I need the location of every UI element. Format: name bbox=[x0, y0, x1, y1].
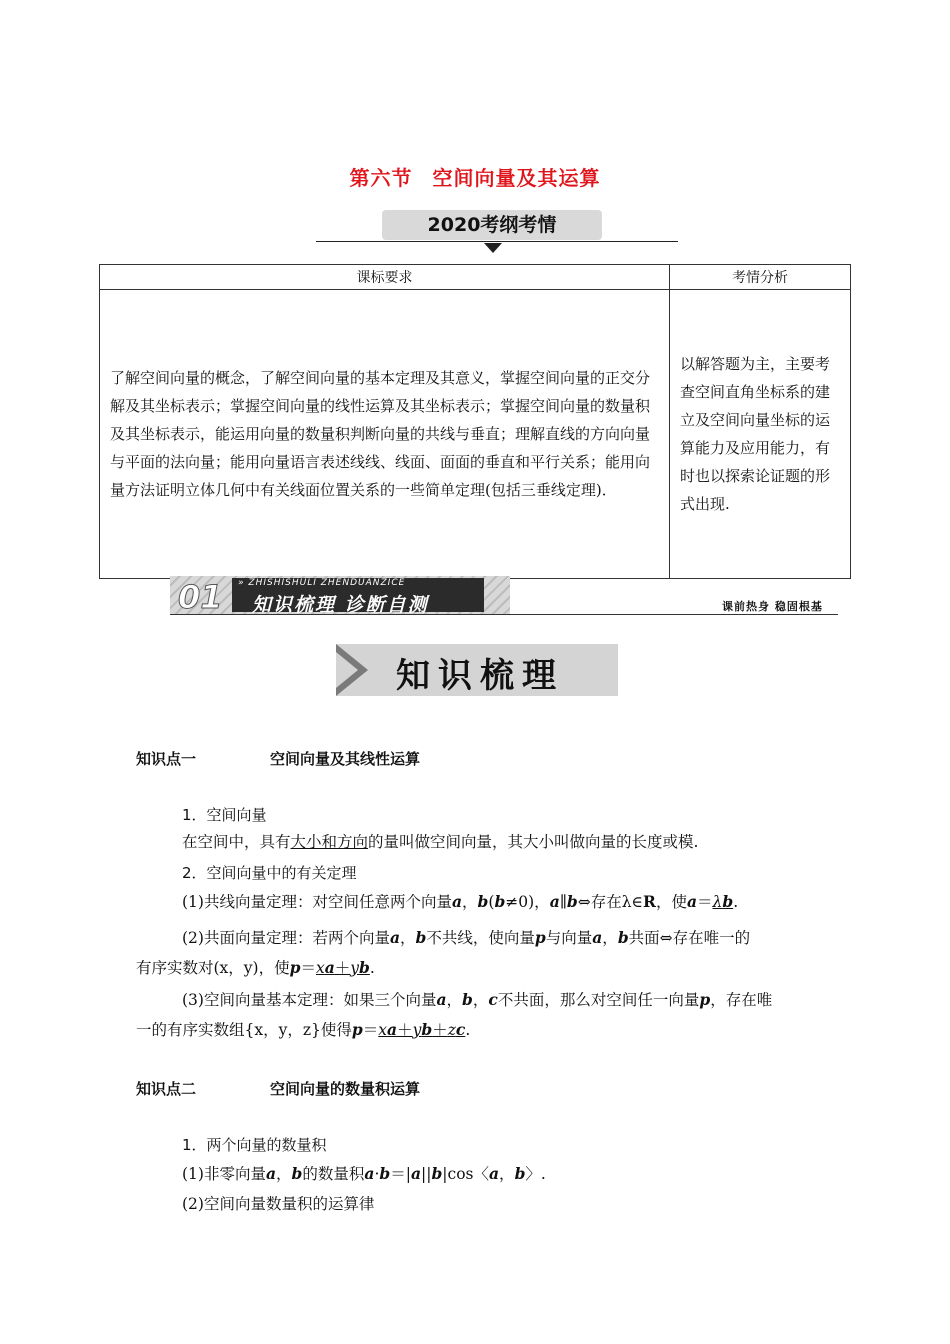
header-analysis: 考情分析 bbox=[670, 265, 851, 290]
kp1-label: 知识点一 bbox=[136, 750, 197, 768]
knowledge-banner-title: 知识梳理 bbox=[396, 656, 564, 696]
section-divider bbox=[170, 614, 838, 615]
section-number: 第六节 bbox=[349, 166, 413, 190]
text: 一的有序实数组{x，y，z}使得 bbox=[136, 1021, 352, 1039]
theorem-coplanar: (2)共面向量定理：若两个向量a，b不共线，使向量p与向量a，b共面⇔存在唯一的 bbox=[182, 928, 751, 947]
requirements-table bbox=[99, 264, 851, 579]
theorem-basis-line2: 一的有序实数组{x，y，z}使得p＝xa＋yb＋zc. bbox=[136, 1020, 471, 1039]
kp2-heading-1: 1．两个向量的数量积 bbox=[182, 1136, 327, 1154]
text: 有序实数对(x，y)，使 bbox=[136, 959, 290, 977]
section-banner-title: 知识梳理 诊断自测 bbox=[252, 594, 429, 616]
kp1-heading-2: 2．空间向量中的有关定理 bbox=[182, 864, 357, 882]
text: 的量叫做空间向量，其大小叫做向量的长度或模. bbox=[368, 833, 699, 851]
pinyin-text: ZHISHISHULI ZHENDUANZICE bbox=[248, 578, 406, 588]
kp1-title: 空间向量及其线性运算 bbox=[270, 750, 421, 768]
text: 在空间中，具有 bbox=[182, 833, 291, 851]
dot-product-laws: (2)空间向量数量积的运算律 bbox=[182, 1195, 375, 1213]
section-banner-right: 课前热身 稳固根基 bbox=[722, 600, 823, 613]
kp2-label: 知识点二 bbox=[136, 1080, 197, 1098]
section-topic: 空间向量及其运算 bbox=[432, 166, 601, 190]
kp2-title: 空间向量的数量积运算 bbox=[270, 1080, 421, 1098]
chevron-inner bbox=[336, 652, 358, 688]
requirement-cell: 了解空间向量的概念，了解空间向量的基本定理及其意义，掌握空间向量的正交分解及其坐标表示；掌握空间向量的线性运算及其坐标表示；掌握空间向量的数量积及其坐标表示，能运用向量的数量积判断向量的共线与垂直；理解直线的方向向量与平面的法向量；能用向量语言表述线线、线面、面面的垂直和平行关系；能用向量方法证明立体几何中有关线面位置关系的一些简单定理(包括三垂线定理)． bbox=[100, 290, 670, 579]
theorem-coplanar-line2: 有序实数对(x，y)，使p＝xa＋yb. bbox=[136, 958, 375, 977]
exam-outline-banner: 2020考纲考情 bbox=[382, 210, 602, 240]
text: (1)非零向量 bbox=[182, 1165, 266, 1183]
text: (2)共面向量定理：若两个向量 bbox=[182, 929, 390, 947]
down-triangle-icon bbox=[484, 243, 502, 253]
banner-underline bbox=[316, 241, 678, 242]
page-title bbox=[0, 162, 950, 191]
kp1-para-1 bbox=[182, 832, 698, 852]
underlined-answer: 大小和方向 bbox=[290, 833, 369, 851]
section-banner-number: 01 bbox=[178, 578, 223, 616]
section-banner-pinyin: » ZHISHISHULI ZHENDUANZICE bbox=[238, 578, 406, 588]
dot-product-def: (1)非零向量a，b的数量积a·b＝|a||b|cos〈a，b〉. bbox=[182, 1164, 546, 1183]
text: (3)空间向量基本定理：如果三个向量 bbox=[182, 991, 437, 1009]
theorem-basis: (3)空间向量基本定理：如果三个向量a，b，c不共面，那么对空间任一向量p，存在唯 bbox=[182, 990, 773, 1009]
theorem-collinear: (1)共线向量定理：对空间任意两个向量a，b(b≠0)，a∥b⇔存在λ∈R，使a＝λb. bbox=[182, 892, 739, 911]
text: (1)共线向量定理：对空间任意两个向量 bbox=[182, 893, 452, 911]
header-curriculum: 课标要求 bbox=[100, 265, 670, 290]
kp1-heading-1: 1．空间向量 bbox=[182, 806, 267, 824]
analysis-cell: 以解答题为主，主要考查空间直角坐标系的建立及空间向量坐标的运算能力及应用能力，有时也以探索论证题的形式出现. bbox=[670, 290, 851, 579]
